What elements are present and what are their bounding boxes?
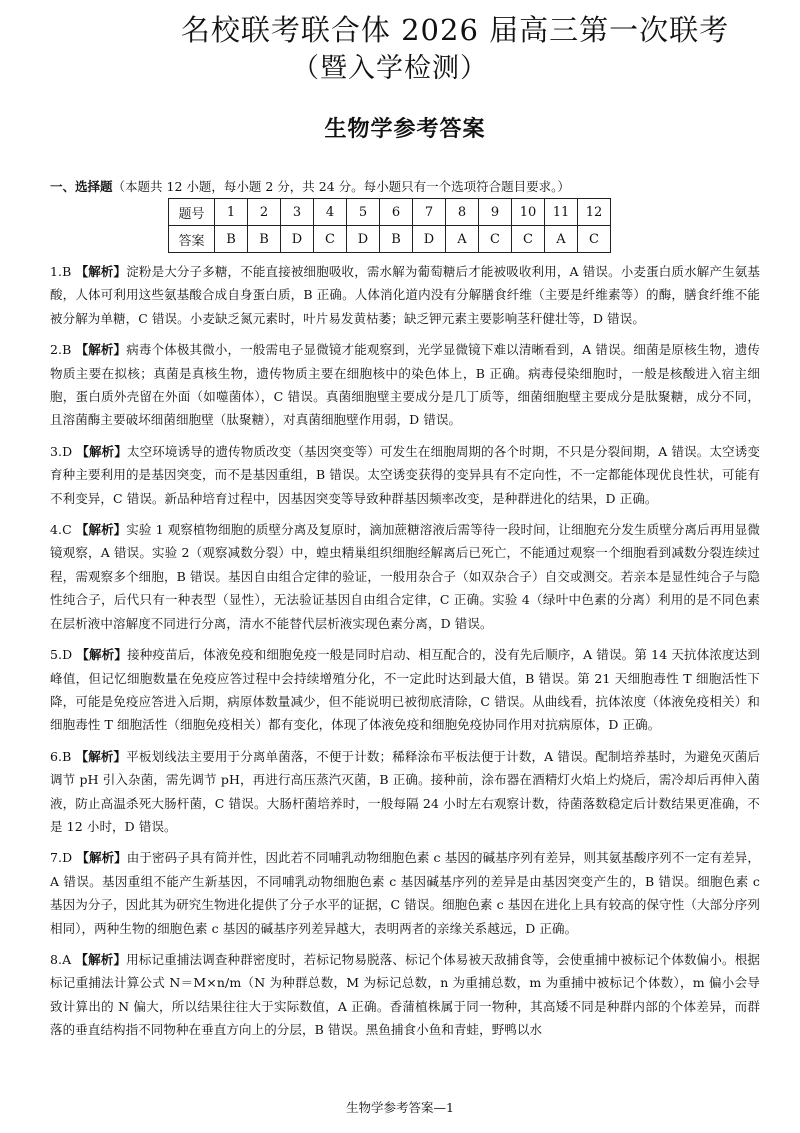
- answer-cell: D: [347, 226, 380, 253]
- explanation-item: [50, 338, 760, 432]
- analysis-tag: 【解析】: [75, 342, 127, 358]
- exam-subtitle: （暨入学检测）: [292, 53, 488, 84]
- question-number-cell: 6: [380, 199, 413, 226]
- analysis-tag: 【解析】: [76, 647, 128, 663]
- answer-cell: B: [248, 226, 281, 253]
- question-number-cell: 12: [578, 199, 611, 226]
- answer-table: [168, 198, 611, 253]
- explanation-text: 实验 1 观察植物细胞的质壁分离及复原时，滴加蔗糖溶液后需等待一段时间，让细胞充分发生质壁分离后再用显微镜观察，A 错误。实验 2（观察减数分裂）中，蝗虫精巢组织细胞经解离后已死亡，不能通过观察一个细胞看到减数分裂连续过程，需观察多个细胞，B 错误。基因自由组合定律的验证，一般用杂合子（如双杂合子）自交或测交。若亲本是显性纯合子与隐性纯合子，后代只有一种表型（显性），无法验证基因自由组合定律，C 正确。实验 4（绿叶中色素的分离）利用的是不同色素在层析液中溶解度不同进行分离，清水不能替代层析液实现色素分离，D 错误。: [50, 522, 760, 631]
- explanation-item: [50, 440, 760, 510]
- question-answer-label: 4.C: [50, 522, 72, 538]
- analysis-tag: 【解析】: [75, 264, 127, 279]
- explanation-list: [50, 260, 760, 1050]
- question-number-cell: 8: [446, 199, 479, 226]
- exam-title: 名校联考联合体 2026 届高三第一次联考: [180, 13, 730, 47]
- question-number-cell: 3: [281, 199, 314, 226]
- analysis-tag: 【解析】: [75, 522, 127, 538]
- explanation-text: 接种疫苗后，体液免疫和细胞免疫一般是同时启动、相互配合的，没有先后顺序，A 错误。第 14 天抗体浓度达到峰值，但记忆细胞数量在免疫应答过程中会持续增殖分化，不一定此时达到最大值，B 错误。第 21 天细胞毒性 T 细胞活性下降，可能是免疫应答进入后期，病原体数量减少，但不能说明已被彻底清除，C 错误。从曲线看，抗体浓度（体液免疫相关）和细胞毒性 T 细胞活性（细胞免疫相关）都有变化，体现了体液免疫和细胞免疫协同作用对抗病原体，D 正确。: [50, 647, 760, 733]
- question-number-cell: 4: [314, 199, 347, 226]
- question-number-cell: 1: [215, 199, 248, 226]
- explanation-item: [50, 846, 760, 940]
- question-answer-label: 2.B: [50, 342, 72, 358]
- question-number-cell: 5: [347, 199, 380, 226]
- question-number-cell: 10: [512, 199, 545, 226]
- answer-row: [169, 226, 611, 253]
- explanation-item: [50, 643, 760, 737]
- question-number-cell: 9: [479, 199, 512, 226]
- explanation-item: [50, 260, 760, 330]
- question-answer-label: 1.B: [50, 264, 72, 279]
- question-answer-label: 6.B: [50, 748, 72, 764]
- question-answer-label: 3.D: [50, 443, 73, 459]
- explanation-text: 太空环境诱导的遗传物质改变（基因突变等）可发生在细胞周期的各个时期，不只是分裂间期，A 错误。太空诱变育种主要利用的是基因突变，而不是基因重组，B 错误。太空诱变获得的变异具有不定向性，不一定都能体现优良性状，可能有不利变异，C 错误。新品种培育过程中，因基因突变等导致种群基因频率改变，是种群进化的结果，D 正确。: [50, 443, 760, 506]
- explanation-item: [50, 948, 760, 1042]
- section-instructions: （本题共 12 小题，每小题 2 分，共 24 分。每小题只有一个选项符合题目要求。）: [112, 179, 570, 194]
- explanation-item: [50, 518, 760, 635]
- page-footer: 生物学参考答案—1: [346, 1100, 454, 1115]
- question-answer-label: 5.D: [50, 647, 73, 663]
- question-number-cell: 11: [545, 199, 578, 226]
- answer-cell: C: [512, 226, 545, 253]
- section-label: 一、选择题: [50, 179, 113, 194]
- answer-cell: A: [545, 226, 578, 253]
- question-number-cell: 2: [248, 199, 281, 226]
- explanation-text: 由于密码子具有简并性，因此若不同哺乳动物细胞色素 c 基因的碱基序列有差异，则其氨基酸序列不一定有差异，A 错误。基因重组不能产生新基因，不同哺乳动物细胞色素 c 基因碱基序列的差异是由基因突变产生的，B 错误。细胞色素 c 基因为分子，因此其为研究生物进化提供了分子水平的证据，C 错误。细胞色素 c 基因在进化上具有较高的保守性（大部分序列相同），两种生物的细胞色素 c 基因的碱基序列差异越大，表明两者的亲缘关系越远，D 正确。: [50, 850, 761, 936]
- explanation-text: 病毒个体极其微小，一般需电子显微镜才能观察到，光学显微镜下难以清晰看到，A 错误。细菌是原核生物，遗传物质主要在拟核；真菌是真核生物，遗传物质主要在细胞核中的染色体上，B 正确。病毒侵染细胞时，一般是核酸进入宿主细胞，蛋白质外壳留在外面（如噬菌体），C 错误。真菌细胞壁主要成分是几丁质等，细菌细胞壁主要成分是肽聚糖，成分不同，且溶菌酶主要破坏细菌细胞壁（肽聚糖），对真菌细胞壁作用弱，D 错误。: [50, 342, 760, 428]
- analysis-tag: 【解析】: [75, 748, 127, 764]
- question-answer-label: 7.D: [50, 850, 73, 866]
- section-heading: [50, 177, 570, 195]
- explanation-text: 用标记重捕法调查种群密度时，若标记物易脱落、标记个体易被天敌捕食等，会使重捕中被标记个体数偏小。根据标记重捕法计算公式 N＝M×n/m（N 为种群总数，M 为标记总数，n 为重捕总数，m 为重捕中被标记个体数），m 偏小会导致计算出的 N 偏大，所以结果往往大于实际数值，A 正确。香蒲植株属于同一物种，其高矮不同是种群内部的个体差异，而群落的垂直结构指不同物种在垂直方向上的分层，B 错误。黑鱼捕食小鱼和青蛙，野鸭以水: [50, 951, 760, 1038]
- answer-cell: D: [413, 226, 446, 253]
- row-label-answer: 答案: [169, 226, 215, 253]
- analysis-tag: 【解析】: [76, 443, 127, 459]
- answer-cell: C: [578, 226, 611, 253]
- row-label-number: 题号: [169, 199, 215, 226]
- question-number-row: [169, 199, 611, 226]
- explanation-item: [50, 745, 760, 839]
- analysis-tag: 【解析】: [75, 951, 127, 967]
- explanation-text: 平板划线法主要用于分离单菌落，不便于计数；稀释涂布平板法便于计数，A 错误。配制培养基时，为避免灭菌后调节 pH 引入杂菌，需先调节 pH，再进行高压蒸汽灭菌，B 正确。接种前，涂布器在酒精灯火焰上灼烧后，需冷却后再伸入菌液，防止高温杀死大肠杆菌，C 错误。大肠杆菌培养时，一般每隔 24 小时左右观察计数，待菌落数稳定后计数结果更准确，不是 12 小时，D 错误。: [50, 748, 760, 834]
- answer-cell: B: [380, 226, 413, 253]
- answer-cell: B: [215, 226, 248, 253]
- answer-cell: C: [479, 226, 512, 253]
- subject-title: 生物学参考答案: [324, 116, 486, 142]
- answer-cell: A: [446, 226, 479, 253]
- analysis-tag: 【解析】: [76, 850, 127, 866]
- explanation-text: 淀粉是大分子多糖，不能直接被细胞吸收，需水解为葡萄糖后才能被吸收利用，A 错误。小麦蛋白质水解产生氨基酸，人体可利用这些氨基酸合成自身蛋白质，B 正确。人体消化道内没有分解膳食纤维（主要是纤维素等）的酶，膳食纤维不能被分解为单糖，C 错误。小麦缺乏氮元素时，叶片易发黄枯萎；缺乏钾元素主要影响茎秆健壮等，D 错误。: [50, 264, 760, 326]
- question-answer-label: 8.A: [50, 951, 72, 967]
- question-number-cell: 7: [413, 199, 446, 226]
- answer-cell: D: [281, 226, 314, 253]
- answer-cell: C: [314, 226, 347, 253]
